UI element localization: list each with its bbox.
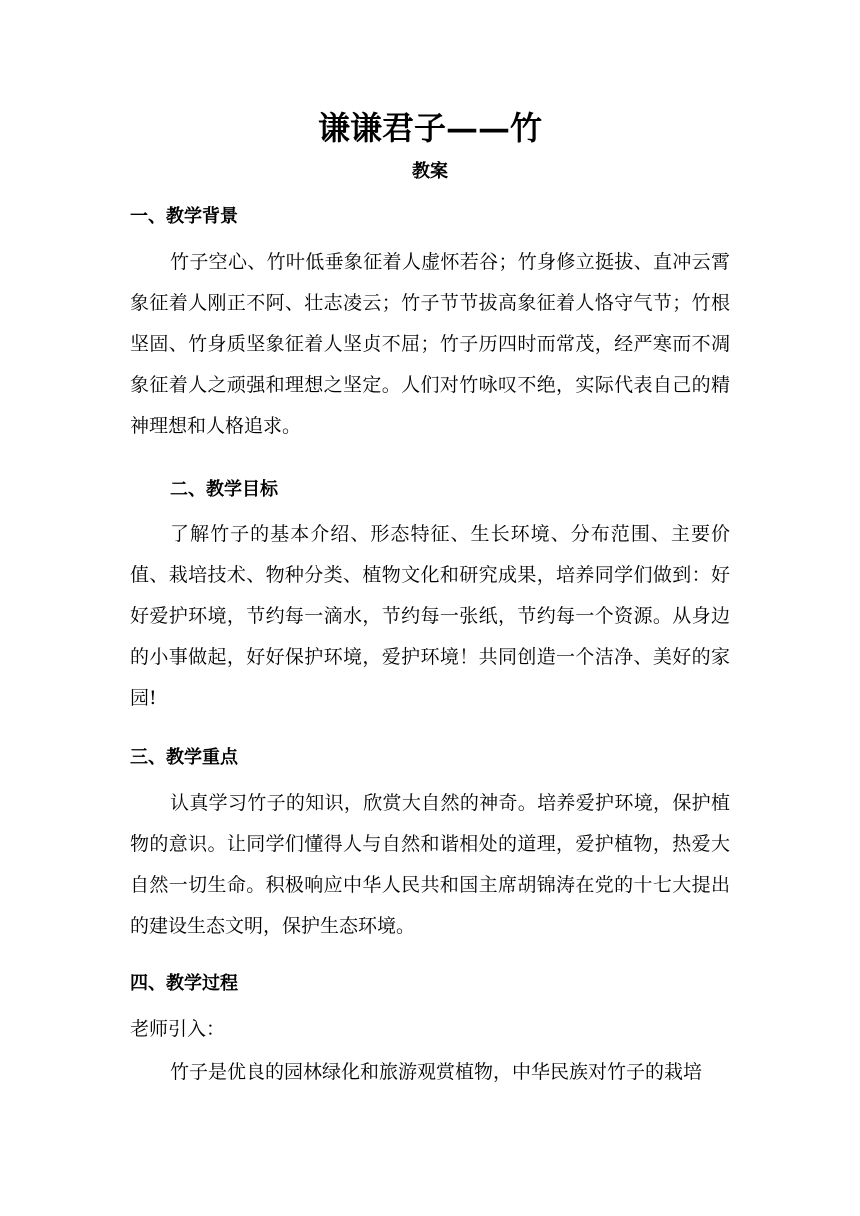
paragraph-focus: 认真学习竹子的知识，欣赏大自然的神奇。培养爱护环境，保护植物的意识。让同学们懂得人与自然和谐相处的道理，爱护植物，热爱大自然一切生命。积极响应中华人民共和国主席胡锦涛在党的十七大提出的建设生态文明，保护生态环境。 [130, 792, 730, 937]
section-focus-body [130, 783, 730, 947]
section-goals-body [130, 514, 730, 719]
section-heading-goals: 二、教学目标 [170, 479, 278, 500]
section-goals [130, 476, 730, 504]
section-background-body [130, 242, 730, 447]
teacher-intro-label: 老师引入： [130, 1018, 226, 1040]
section-heading-focus: 三、教学重点 [130, 747, 238, 768]
section-background [130, 203, 730, 231]
section-focus [130, 744, 730, 772]
section-process [130, 970, 730, 998]
section-heading-process: 四、教学过程 [130, 973, 238, 994]
paragraph-background: 竹子空心、竹叶低垂象征着人虚怀若谷；竹身修立挺拔、直冲云霄象征着人刚正不阿、壮志凌云；竹子节节拔高象征着人恪守气节；竹根坚固、竹身质坚象征着人坚贞不屈；竹子历四时而常茂，经严寒而不凋象征着人之顽强和理想之坚定。人们对竹咏叹不绝，实际代表自己的精神理想和人格追求。 [130, 251, 730, 437]
document-title: 谦谦君子——竹 [317, 109, 542, 147]
section-heading-background: 一、教学背景 [130, 206, 238, 227]
document-subtitle: 教案 [412, 161, 448, 182]
paragraph-process: 竹子是优良的园林绿化和旅游观赏植物，中华民族对竹子的栽培 [170, 1061, 703, 1083]
section-process-body [130, 1052, 730, 1093]
section-process-intro [130, 1015, 730, 1043]
paragraph-goals: 了解竹子的基本介绍、形态特征、生长环境、分布范围、主要价值、栽培技术、物种分类、植物文化和研究成果，培养同学们做到：好好爱护环境，节约每一滴水，节约每一张纸，节约每一个资源。从身边的小事做起，好好保护环境，爱护环境！共同创造一个洁净、美好的家园! [130, 523, 730, 709]
